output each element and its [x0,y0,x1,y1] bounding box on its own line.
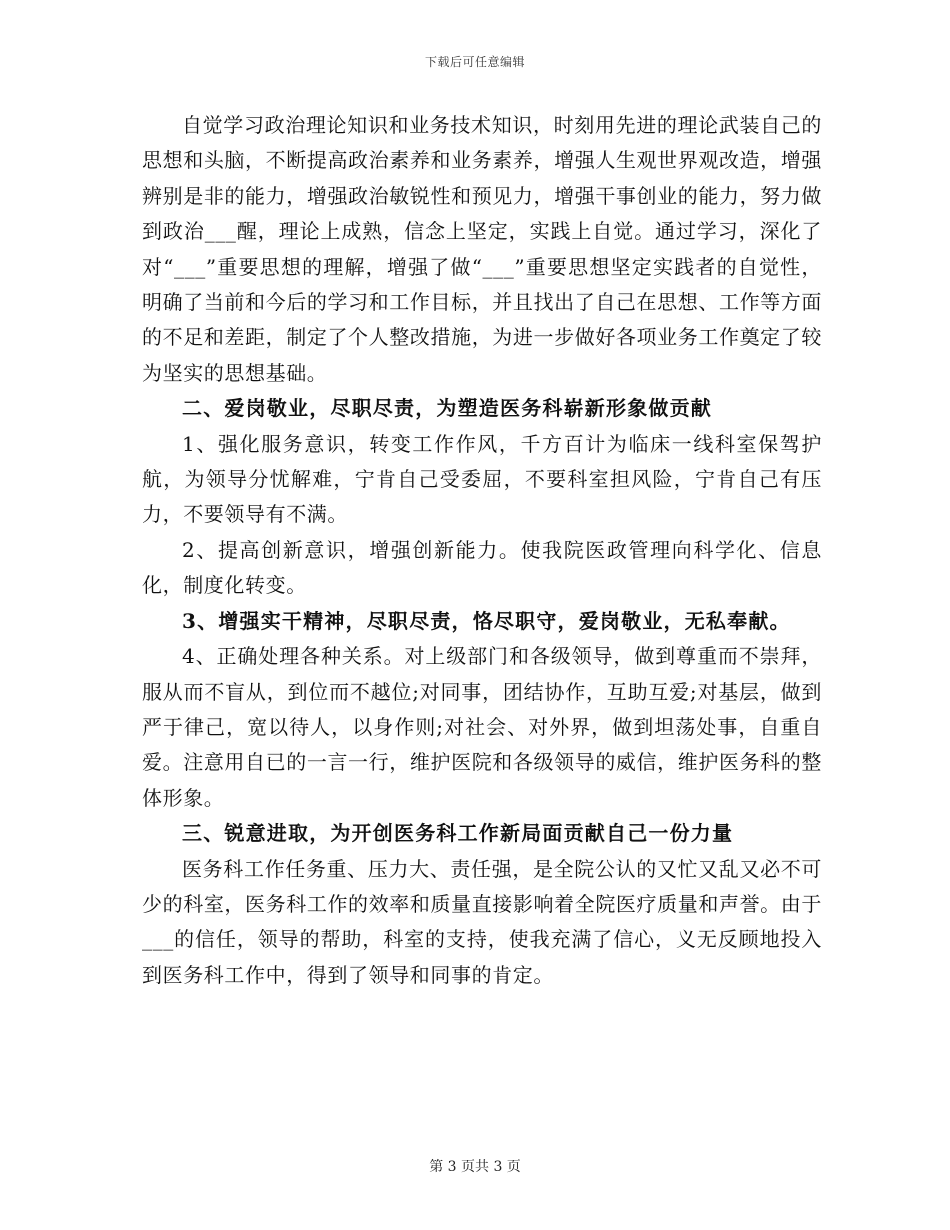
page-number-footer: 第 3 页共 3 页 [429,1159,521,1175]
section-heading-2: 二、爱岗敬业，尽职尽责，为塑造医务科崭新形象做贡献 [182,396,712,421]
paragraph-item-1: 1、强化服务意识，转变工作作风，千方百计为临床一线科室保驾护航，为领导分忧解难，宁肯自己受委屈，不要科室担风险，宁肯自己有压力，不要领导有不满。 [142,431,822,527]
paragraph-theory-study: 自觉学习政治理论知识和业务技术知识，时刻用先进的理论武装自己的思想和头脑，不断提高政治素养和业务素养，增强人生观世界观改造，增强辨别是非的能力，增强政治敏锐性和预见力，增强干事创业的能力，努力做到政治___醒，理论上成熟，信念上坚定，实践上自觉。通过学习，深化了对“___”重要思想的理解，增强了做“___”重要思想坚定实践者的自觉性，明确了当前和今后的学习和工作目标，并且找出了自己在思想、工作等方面的不足和差距，制定了个人整改措施，为进一步做好各项业务工作奠定了较为坚实的思想基础。 [142,113,822,385]
page-header-note: 下载后可任意编辑 [424,55,525,69]
paragraph-item-2: 2、提高创新意识，增强创新能力。使我院医政管理向科学化、信息化，制度化转变。 [142,537,822,598]
section-heading-3: 三、锐意进取，为开创医务科工作新局面贡献自己一份力量 [182,821,734,846]
paragraph-item-3-bold: 3、增强实干精神，尽职尽责，恪尽职守，爱岗敬业，无私奉献。 [182,608,791,633]
paragraph-closing: 医务科工作任务重、压力大、责任强，是全院公认的又忙又乱又必不可少的科室，医务科工作的效率和质量直接影响着全院医疗质量和声誉。由于___的信任，领导的帮助，科室的支持，使我充满了信心，义无反顾地投入到医务科工作中，得到了领导和同事的肯定。 [142,856,822,987]
document-body [142,108,822,993]
paragraph-item-4: 4、正确处理各种关系。对上级部门和各级领导，做到尊重而不崇拜，服从而不盲从，到位而不越位;对同事，团结协作，互助互爱;对基层，做到严于律己，宽以待人，以身作则;对社会、对外界，做到坦荡处事，自重自爱。注意用自已的一言一行，维护医院和各级领导的威信，维护医务科的整体形象。 [142,644,822,810]
